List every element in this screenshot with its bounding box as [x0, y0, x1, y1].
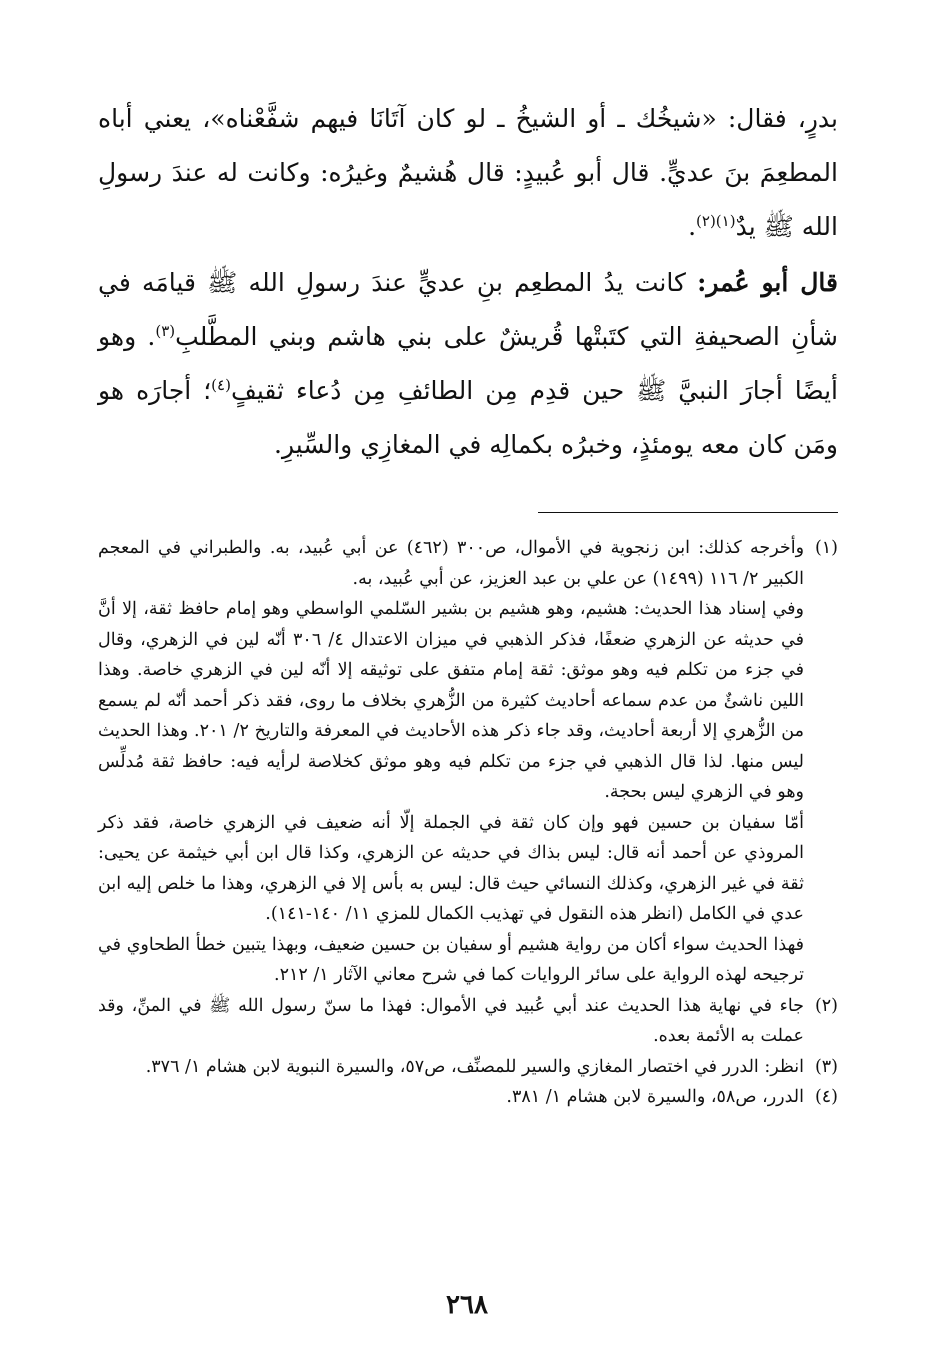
- paragraph-1: [98, 92, 838, 254]
- footnote-divider: [538, 512, 838, 513]
- paragraph-2-text-b: . وهو أيضًا أجارَ النبيَّ ﷺ حين قدِم مِن الطائفِ مِن دُعاء ثقيفٍ: [98, 322, 838, 405]
- footnote-3-para-1: انظر: الدرر في اختصار المغازي والسير للمصنِّف، ص٥٧، والسيرة النبوية لابن هشام ١/ ٣٧٦.: [145, 1056, 804, 1077]
- footnote-2: [98, 991, 838, 1052]
- page-number: ٢٦٨: [446, 1290, 488, 1320]
- paragraph-2-text-a: كانت يدُ المطعِم بنِ عديٍّ عندَ رسولِ الله ﷺ قيامَه في شأنِ الصحيفةِ التي كتَبتْها قُريشٌ على بني هاشم وبني المطَّلبِ: [98, 268, 838, 351]
- paragraph-1-text: بدرٍ، فقال: «شيخُك ـ أو الشيخُ ـ لو كان آتَانَا فيهم شفَّعْناه»، يعني أباه المطعِمَ بنَ عديٍّ. قال أبو عُبيدٍ: قال هُشيمٌ وغيرُه: وكانت له عندَ رسولِ الله ﷺ يدٌ: [98, 104, 838, 241]
- footnote-4-number: (٤): [814, 1087, 838, 1107]
- footnote-ref-1-2: (١)(٢): [696, 212, 736, 230]
- footnote-1-para-3: أمّا سفيان بن حسين فهو وإن كان ثقة في الجملة إلّا أنه ضعيف في الزهري خاصة، فقد ذكر المروذي عن أحمد أنه قال: ليس بذاك في حديثه عن الزهري، وكذا قال ابن أبي خيثمة عن يحيى: ثقة في غير الزهري، وكذلك النسائي حيث قال: ليس به بأس إلا في الزهري، وهذا ما خلص إليه ابن عدي في الكامل (انظر هذه النقول في تهذيب الكمال للمزي ١١/ ١٤٠-١٤١).: [98, 812, 804, 924]
- footnote-4: [98, 1082, 838, 1113]
- footnote-1-para-2: وفي إسناد هذا الحديث: هشيم، وهو هشيم بن بشير السّلمي الواسطي وهو إمام حافظ ثقة، إلا أنَّ في حديثه عن الزهري ضعفًا، فذكر الذهبي في ميزان الاعتدال ٤/ ٣٠٦ أنّه لين في الزهري، وقال في جزء من تكلم فيه وهو موثق: ثقة إمام متفق على توثيقه إلا أنّه لين في الزهري خاصة. وهذا اللين ناشئٌ من عدم سماعه أحاديث كثيرة من الزُّهري بخلاف ما روى، فقد ذكر أحمد أنّه لم يسمع من الزُّهري إلا أربعة أحاديث، وقد جاء ذكر هذه الأحاديث في المعرفة والتاريخ ٢/ ٢٠١. وهذا الحديث ليس منها. لذا قال الذهبي في جزء من تكلم فيه وهو موثق كخلاصة لرأيه فيه: حافظ ثقة مُدلِّس وهو في الزهري ليس بحجة.: [98, 599, 804, 802]
- footnote-2-body: [98, 991, 804, 1052]
- paragraph-2-lead: قال أبو عُمر:: [697, 268, 838, 297]
- footnote-3: [98, 1052, 838, 1083]
- paragraph-2: [98, 256, 838, 472]
- paragraph-2-text-c: ؛ أجارَه هو ومَن كان معه يومئذٍ، وخبرُه بكمالِه في المغازِي والسِّيرِ.: [98, 376, 838, 459]
- footnote-3-body: [98, 1052, 804, 1083]
- footnote-ref-4: (٤): [211, 376, 231, 394]
- footnote-1-body: [98, 533, 804, 991]
- footnote-2-para-1: جاء في نهاية هذا الحديث عند أبي عُبيد في الأموال: فهذا ما سنّ رسول الله ﷺ في المنِّ، وقد عملت به الأئمة بعده.: [98, 995, 804, 1046]
- main-text: [98, 92, 838, 472]
- footnote-4-body: [98, 1082, 804, 1113]
- footnote-1-number: (١): [814, 538, 838, 558]
- page-body: [98, 92, 838, 1113]
- footnote-1: [98, 533, 838, 991]
- footnote-1-para-4: فهذا الحديث سواء أكان من رواية هشيم أو سفيان بن حسين ضعيف، وبهذا يتبين خطأ الطحاوي في ترجيحه لهذه الرواية على سائر الروايات كما في شرح معاني الآثار ١/ ٢١٢.: [98, 934, 804, 985]
- footnote-4-para-1: الدرر، ص٥٨، والسيرة لابن هشام ١/ ٣٨١.: [506, 1087, 804, 1107]
- paragraph-1-end: .: [688, 212, 697, 241]
- footnote-2-number: (٢): [814, 995, 838, 1016]
- footnote-3-number: (٣): [814, 1056, 838, 1077]
- footnote-ref-3: (٣): [155, 322, 176, 340]
- footnote-1-para-1: وأخرجه كذلك: ابن زنجوية في الأموال، ص٣٠٠ (٤٦٢) عن أبي عُبيد، به. والطبراني في المعجم الكبير ٢/ ١١٦ (١٤٩٩) عن علي بن عبد العزيز، عن أبي عُبيد، به.: [98, 538, 805, 589]
- footnotes: [98, 533, 838, 1113]
